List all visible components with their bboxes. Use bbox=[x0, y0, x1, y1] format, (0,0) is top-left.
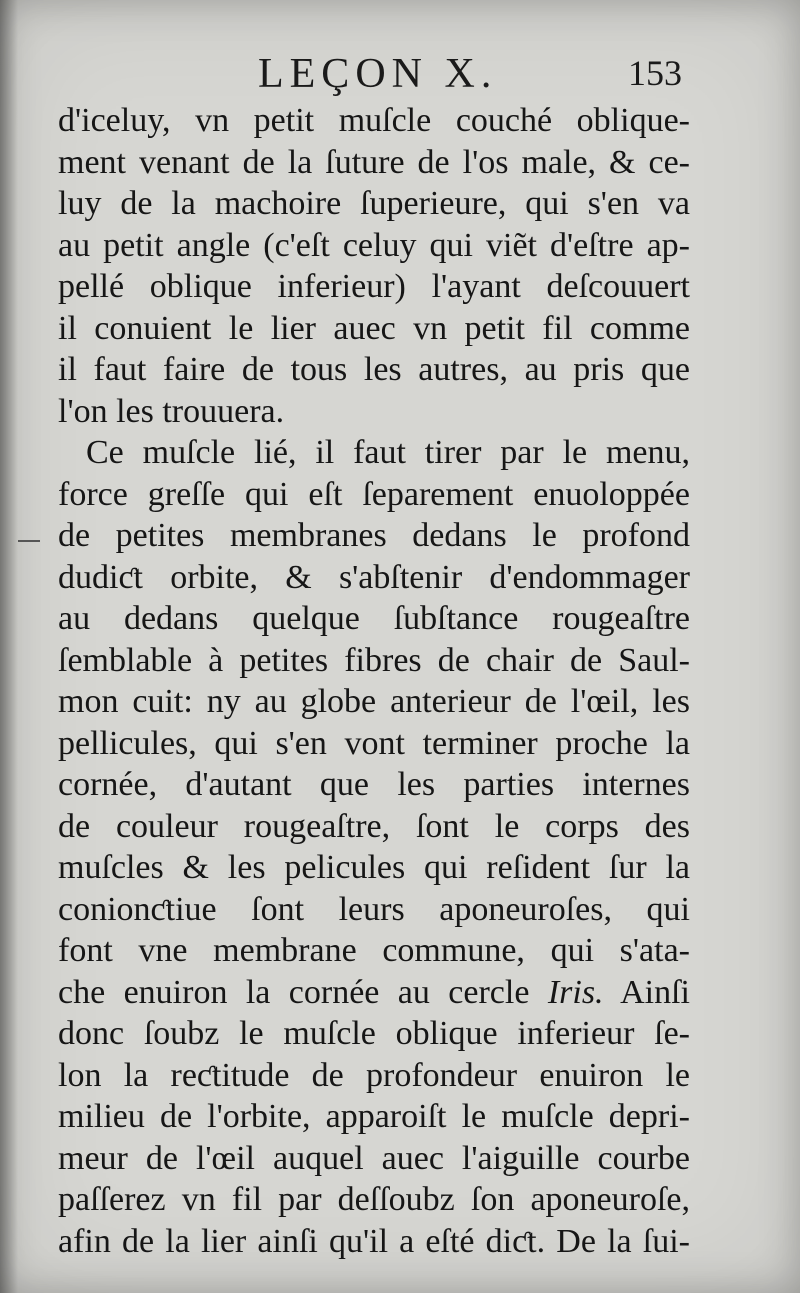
italic-word: Iris. bbox=[547, 973, 604, 1011]
text-line: l'on les trouuera. bbox=[58, 392, 285, 430]
text-line: donc ſoubz le muſcle oblique inferieur ſe- bbox=[58, 1015, 690, 1052]
page-number: 153 bbox=[628, 53, 682, 93]
text-line: ſemblable à petites fibres de chair de Saul- bbox=[58, 641, 690, 679]
text-line: dudiƈt orbite, & s'abſtenir d'endommager bbox=[58, 558, 690, 596]
text-line: lon la reƈtitude de profondeur enuiron le bbox=[58, 1056, 690, 1094]
text-line: mon cuit: ny au globe anterieur de l'œil, les bbox=[58, 683, 690, 720]
text-line: muſcles & les pelicules qui reſident ſur la bbox=[58, 849, 690, 886]
running-head: LEÇON X. bbox=[258, 51, 498, 97]
text-line: au dedans quelque ſubſtance rougeaſtre bbox=[58, 600, 690, 637]
text-line: font vne membrane commune, qui s'ata- bbox=[58, 932, 690, 969]
page-header bbox=[0, 50, 800, 100]
text-line: il conuient le lier auec vn petit fil comme bbox=[58, 309, 690, 347]
text-line-with-italic bbox=[58, 972, 690, 1014]
text-line: il faut faire de tous les autres, au pris que bbox=[58, 351, 690, 388]
gutter-shadow bbox=[0, 0, 18, 1293]
text-line: meur de l'œil auquel auec l'aiguille courbe bbox=[58, 1139, 690, 1177]
text-line: d'iceluy, vn petit muſcle couché oblique- bbox=[58, 102, 690, 139]
text-line: afin de la lier ainſi qu'il a eſté diƈt. De la ſui- bbox=[58, 1222, 690, 1260]
text-line: ment venant de la ſuture de l'os male, & ce- bbox=[58, 143, 690, 181]
text-line: de couleur rougeaſtre, ſont le corps des bbox=[58, 807, 690, 845]
text-segment: che enuiron la cornée au cercle bbox=[58, 973, 530, 1011]
text-line: conionƈtiue ſont leurs aponeuroſes, qui bbox=[58, 890, 690, 928]
text-line: paſſerez vn fil par deſſoubz ſon aponeuroſe, bbox=[58, 1181, 690, 1218]
text-line: de petites membranes dedans le profond bbox=[58, 517, 690, 554]
margin-mark bbox=[18, 540, 40, 542]
text-segment: Ainſi bbox=[620, 973, 690, 1011]
paragraph-start-line: Ce muſcle lié, il faut tirer par le menu, bbox=[86, 434, 690, 471]
text-line: force greſſe qui eſt ſeparement enuoloppée bbox=[58, 475, 690, 513]
text-line: au petit angle (c'eſt celuy qui viẽt d'eſtre ap- bbox=[58, 226, 690, 264]
body-text bbox=[58, 100, 690, 1262]
text-line: luy de la machoire ſuperieure, qui s'en va bbox=[58, 185, 690, 222]
text-line: pellé oblique inferieur) l'ayant deſcouuert bbox=[58, 268, 690, 305]
text-line: cornée, d'autant que les parties internes bbox=[58, 766, 690, 803]
text-line: pellicules, qui s'en vont terminer proche la bbox=[58, 724, 690, 762]
text-line: milieu de l'orbite, apparoiſt le muſcle depri- bbox=[58, 1098, 690, 1135]
